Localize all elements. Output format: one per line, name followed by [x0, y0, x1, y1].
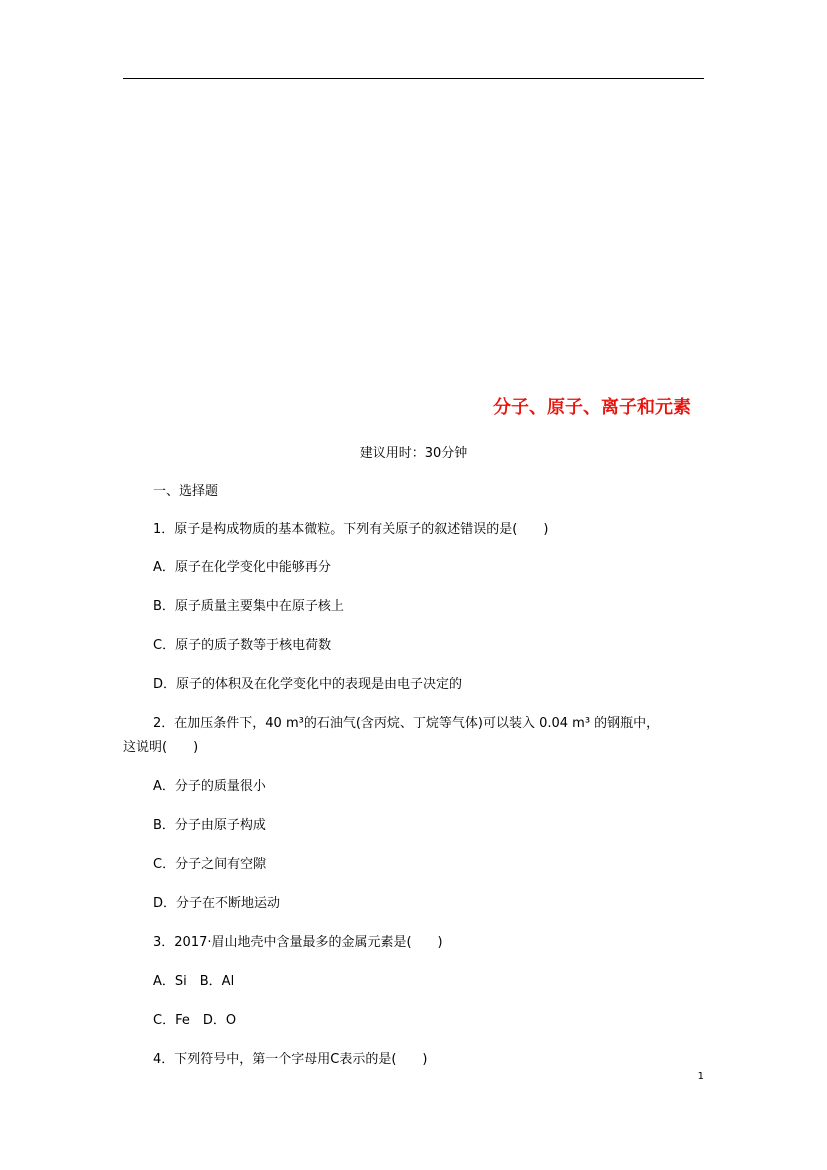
question-2-option-d: D．分子在不断地运动 [153, 896, 281, 911]
question-3-options-ab: A．Si B．Al [153, 974, 235, 989]
question-1-option-d: D．原子的体积及在化学变化中的表现是由电子决定的 [153, 677, 463, 692]
question-2-option-c: C．分子之间有空隙 [153, 857, 267, 872]
question-1-option-c: C．原子的质子数等于核电荷数 [153, 638, 332, 653]
document-title: 分子、原子、离子和元素 [493, 397, 691, 418]
header-rule [123, 78, 704, 79]
question-1-option-b: B．原子质量主要集中在原子核上 [153, 599, 344, 614]
question-1-option-a: A．原子在化学变化中能够再分 [153, 560, 331, 575]
question-2-stem: 2．在加压条件下，40 m³的石油气(含丙烷、丁烷等气体)可以装入 0.04 m³ 的钢瓶中， [153, 716, 660, 731]
question-4-stem: 4．下列符号中，第一个字母用C表示的是( ) [153, 1052, 428, 1067]
question-1-stem: 1．原子是构成物质的基本微粒。下列有关原子的叙述错误的是( ) [153, 522, 549, 537]
question-2-option-b: B．分子由原子构成 [153, 818, 266, 833]
question-3-options-cd: C．Fe D．O [153, 1013, 237, 1028]
question-2-option-a: A．分子的质量很小 [153, 779, 266, 794]
page-number: 1 [697, 1071, 704, 1082]
section-heading: 一、选择题 [153, 484, 219, 499]
question-2-stem-continued: 这说明( ) [123, 740, 199, 755]
question-3-stem: 3．2017·眉山地壳中含量最多的金属元素是( ) [153, 935, 443, 950]
suggested-time: 建议用时：30分钟 [359, 446, 468, 461]
